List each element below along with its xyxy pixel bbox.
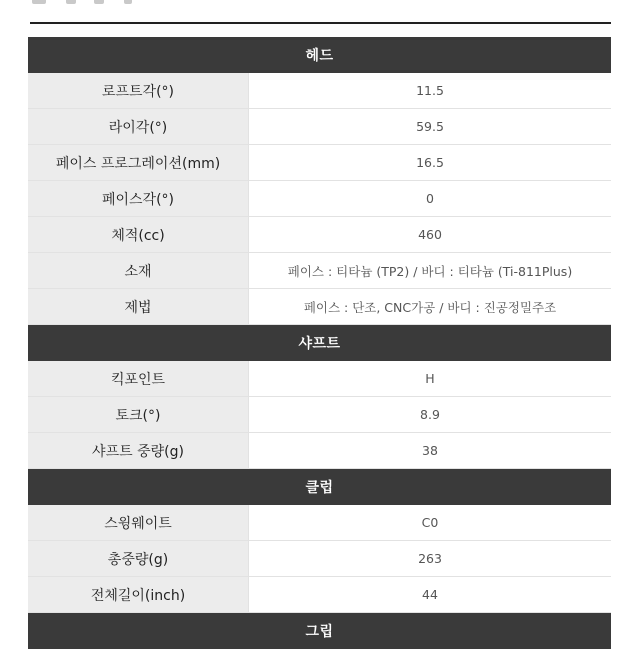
spec-label: 페이스각(°) bbox=[28, 181, 249, 216]
cropped-heading-fragment bbox=[32, 0, 152, 6]
spec-value: 11.5 bbox=[249, 73, 611, 108]
section-title-club: 클럽 bbox=[28, 469, 611, 505]
section-shaft bbox=[28, 325, 611, 469]
section-club bbox=[28, 469, 611, 613]
spec-label: 스윙웨이트 bbox=[28, 505, 249, 540]
section-grip bbox=[28, 613, 611, 649]
spec-row bbox=[28, 217, 611, 253]
spec-value: 페이스 : 티타늄 (TP2) / 바디 : 티타늄 (Ti-811Plus) bbox=[249, 253, 611, 288]
spec-value: 38 bbox=[249, 433, 611, 468]
spec-value: 263 bbox=[249, 541, 611, 576]
spec-label: 라이각(°) bbox=[28, 109, 249, 144]
spec-label: 페이스 프로그레이션(mm) bbox=[28, 145, 249, 180]
section-head bbox=[28, 37, 611, 325]
spec-value: 44 bbox=[249, 577, 611, 612]
spec-row bbox=[28, 577, 611, 613]
spec-row bbox=[28, 181, 611, 217]
section-title-grip: 그립 bbox=[28, 613, 611, 649]
spec-label: 소재 bbox=[28, 253, 249, 288]
spec-row bbox=[28, 361, 611, 397]
section-title-head: 헤드 bbox=[28, 37, 611, 73]
spec-value: C0 bbox=[249, 505, 611, 540]
section-title-shaft: 샤프트 bbox=[28, 325, 611, 361]
spec-value: 16.5 bbox=[249, 145, 611, 180]
spec-value: 59.5 bbox=[249, 109, 611, 144]
spec-label: 로프트각(°) bbox=[28, 73, 249, 108]
spec-label: 샤프트 중량(g) bbox=[28, 433, 249, 468]
spec-row bbox=[28, 145, 611, 181]
spec-label: 제법 bbox=[28, 289, 249, 324]
spec-value: 460 bbox=[249, 217, 611, 252]
heading-rule bbox=[30, 22, 611, 24]
spec-row bbox=[28, 253, 611, 289]
spec-row bbox=[28, 505, 611, 541]
spec-value: 0 bbox=[249, 181, 611, 216]
spec-row bbox=[28, 541, 611, 577]
spec-label: 토크(°) bbox=[28, 397, 249, 432]
spec-label: 전체길이(inch) bbox=[28, 577, 249, 612]
spec-value: 8.9 bbox=[249, 397, 611, 432]
spec-table bbox=[28, 37, 611, 649]
spec-row bbox=[28, 433, 611, 469]
spec-label: 총중량(g) bbox=[28, 541, 249, 576]
spec-value: 페이스 : 단조, CNC가공 / 바디 : 진공정밀주조 bbox=[249, 289, 611, 324]
spec-value: H bbox=[249, 361, 611, 396]
spec-label: 체적(cc) bbox=[28, 217, 249, 252]
spec-row bbox=[28, 73, 611, 109]
spec-row bbox=[28, 397, 611, 433]
spec-label: 킥포인트 bbox=[28, 361, 249, 396]
spec-row bbox=[28, 109, 611, 145]
spec-row bbox=[28, 289, 611, 325]
